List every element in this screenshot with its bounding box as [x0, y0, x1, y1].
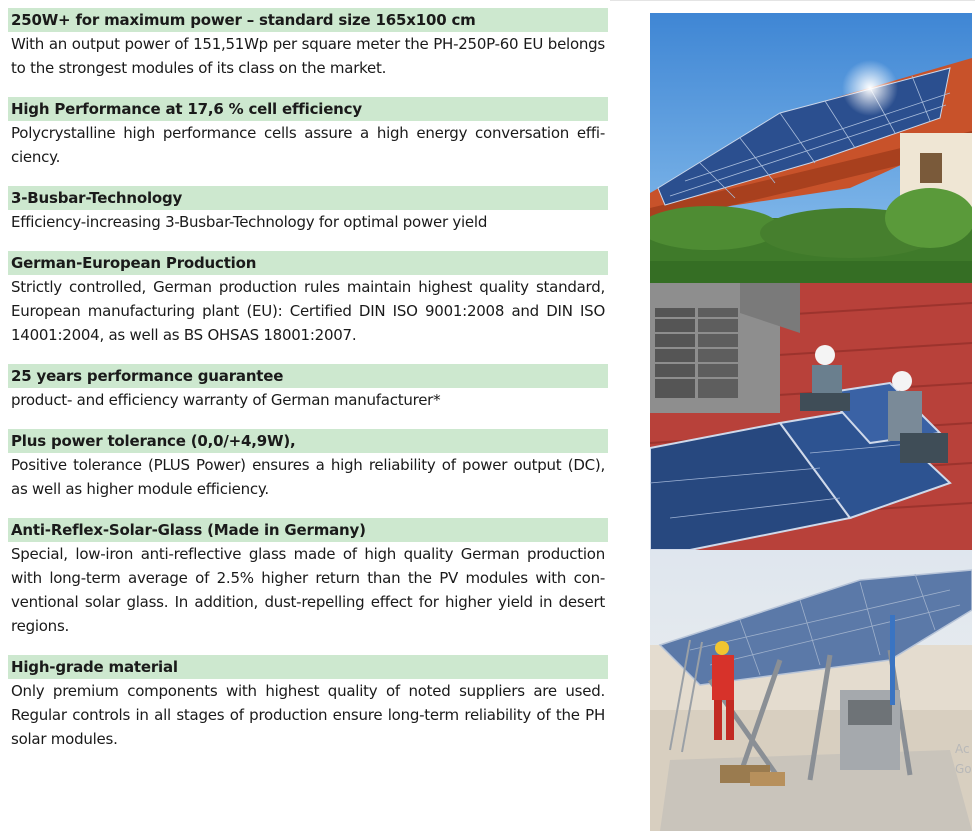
feature-text: Positive tolerance (PLUS Power) ensures a high reliability of power output (DC), as well as higher module efficiency.	[11, 456, 605, 498]
feature-heading: German-European Production	[8, 251, 608, 275]
feature-production	[8, 251, 608, 347]
feature-busbar	[8, 186, 608, 234]
feature-text: Special, low-iron anti-reflective glass made of high quality German production with long-term average of 2.5% higher return than the PV modules with con-ventional solar glass. In addition, dust-repelling effect for higher yield in desert regions.	[11, 545, 605, 635]
feature-cell-efficiency	[8, 97, 608, 169]
photo-column	[650, 13, 972, 831]
feature-heading: Plus power tolerance (0,0/+4,9W),	[8, 429, 608, 453]
feature-list	[8, 8, 608, 768]
feature-guarantee	[8, 364, 608, 412]
feature-heading: 3-Busbar-Technology	[8, 186, 608, 210]
feature-text: Polycrystalline high performance cells assure a high energy conversation effi-ciency.	[11, 124, 605, 166]
feature-material	[8, 655, 608, 751]
feature-text: Efficiency-increasing 3-Busbar-Technology for optimal power yield	[11, 213, 488, 231]
feature-anti-reflex-glass	[8, 518, 608, 638]
overlay-watermark-line2: Go	[955, 762, 972, 776]
feature-text: With an output power of 151,51Wp per square meter the PH-250P-60 EU belongs to the strongest modules of its class on the market.	[11, 35, 605, 77]
feature-heading: 25 years performance guarantee	[8, 364, 608, 388]
feature-text: Strictly controlled, German production rules maintain highest quality standard, European manufacturing plant (EU): Certified DIN ISO 9001:2008 and DIN ISO 14001:2004, as well as BS OHSAS 18001:2007.	[11, 278, 605, 344]
feature-text: product- and efficiency warranty of German manufacturer*	[11, 391, 441, 409]
feature-heading: High Performance at 17,6 % cell efficiency	[8, 97, 608, 121]
photo-desert-installation	[650, 550, 972, 831]
feature-power-tolerance	[8, 429, 608, 501]
feature-maximum-power	[8, 8, 608, 80]
feature-text: Only premium components with highest quality of noted suppliers are used. Regular controls in all stages of production ensure long-term reliability of the PH solar modules.	[11, 682, 605, 748]
overlay-watermark-line1: Ac	[955, 742, 970, 756]
photo-house-roof	[650, 13, 972, 283]
feature-heading: 250W+ for maximum power – standard size 165x100 cm	[8, 8, 608, 32]
feature-heading: Anti-Reflex-Solar-Glass (Made in Germany)	[8, 518, 608, 542]
feature-heading: High-grade material	[8, 655, 608, 679]
top-rule	[610, 0, 975, 1]
photo-roof-installation	[650, 283, 972, 550]
